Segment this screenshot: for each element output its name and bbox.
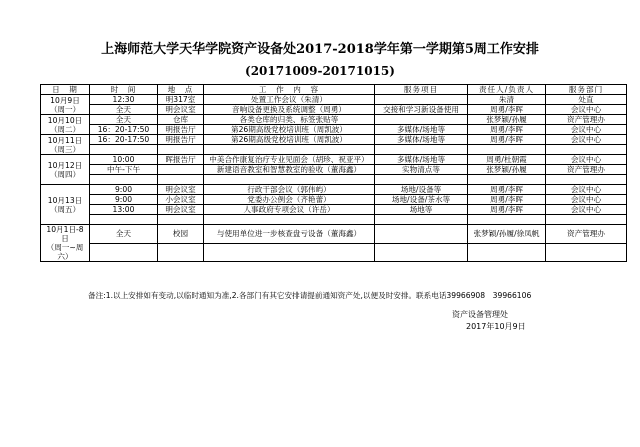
time-cell: 9:00: [90, 195, 158, 205]
header-dept: 服务部门: [546, 85, 627, 95]
blank-cell: [158, 145, 204, 155]
header-date: 日 期: [41, 85, 90, 95]
date-cell: [41, 135, 90, 155]
blank-cell: [468, 215, 546, 225]
blank-cell: [375, 215, 468, 225]
blank-cell: [158, 243, 204, 262]
dept-cell: 会议中心: [546, 195, 627, 205]
table-row: [41, 205, 627, 215]
service-cell: 多媒体/场地等: [375, 135, 468, 145]
date-label: 10月1日-8日: [46, 225, 84, 243]
dept-cell: 会议中心: [546, 205, 627, 215]
time-cell: 全天: [90, 225, 158, 244]
footnote: 备注:1.以上安排如有变动,以临时通知为准,2.各部门有其它安排请提前通知资产处,以便及时安排。联系电话39966908 39966106: [88, 291, 532, 300]
blank-cell: [204, 215, 375, 225]
header-person: 责任人/负责人: [468, 85, 546, 95]
time-cell: 中午-下午: [90, 165, 158, 175]
person-cell: 周勇/杜朝霞: [468, 155, 546, 165]
dept-cell: 资产管理办: [546, 115, 627, 125]
blank-cell: [546, 215, 627, 225]
header-service: 服务项目: [375, 85, 468, 95]
date-label: 10月12日: [47, 160, 83, 170]
dept-cell: 处直: [546, 95, 627, 105]
dept-cell: 会议中心: [546, 135, 627, 145]
blank-row: [41, 145, 627, 155]
header-place: 地 点: [158, 85, 204, 95]
weekday-label: （周一~周六）: [46, 243, 84, 261]
content-cell: 行政干部会议（郭伟屿）: [204, 185, 375, 195]
blank-row: [41, 175, 627, 185]
time-cell: 13:00: [90, 205, 158, 215]
content-cell: 中美合作康复治疗专业见面会（胡珍、祝亚平）: [204, 155, 375, 165]
place-cell: 小会议室: [158, 195, 204, 205]
content-cell: 第26期高级党校培训班（周凯波）: [204, 135, 375, 145]
time-cell: 全天: [90, 105, 158, 115]
weekday-label: （周一）: [49, 104, 81, 114]
service-cell: 交接和学习新设备使用: [375, 105, 468, 115]
time-cell: 16：20-17:50: [90, 135, 158, 145]
dept-cell: 资产管理办: [546, 165, 627, 175]
header-content: 工 作 内 容: [204, 85, 375, 95]
date-label: 10月10日: [47, 115, 83, 125]
person-cell: 周勇/李晖: [468, 105, 546, 115]
date-label: 10月11日: [47, 135, 83, 145]
date-cell: [41, 155, 90, 185]
person-cell: 周勇/李晖: [468, 205, 546, 215]
person-cell: 周勇/李晖: [468, 135, 546, 145]
person-cell: 周勇/李晖: [468, 185, 546, 195]
place-cell: 明报告厅: [158, 135, 204, 145]
place-cell: 明317室: [158, 95, 204, 105]
table-header-row: [41, 85, 627, 95]
blank-cell: [204, 145, 375, 155]
content-cell: 新建语音教室和智慧教室的验收（董海鑫）: [204, 165, 375, 175]
header-time: 时 间: [90, 85, 158, 95]
blank-row: [41, 215, 627, 225]
service-cell: 多媒体/场地等: [375, 155, 468, 165]
blank-cell: [375, 145, 468, 155]
blank-cell: [204, 243, 375, 262]
table-row: [41, 165, 627, 175]
dept-cell: 会议中心: [546, 155, 627, 165]
date-cell: [41, 95, 90, 115]
table-row: [41, 135, 627, 145]
place-cell: 晖报告厅: [158, 155, 204, 165]
blank-cell: [90, 215, 158, 225]
blank-cell: [158, 175, 204, 185]
time-cell: 10:00: [90, 155, 158, 165]
date-cell: [41, 225, 90, 262]
table-row: [41, 155, 627, 165]
service-cell: [375, 225, 468, 244]
table-row: [41, 105, 627, 115]
dept-cell: 会议中心: [546, 125, 627, 135]
dept-cell: 会议中心: [546, 185, 627, 195]
person-cell: 周勇/李晖: [468, 195, 546, 205]
blank-row: [41, 243, 627, 262]
place-cell: 明报告厅: [158, 125, 204, 135]
table-row: [41, 225, 627, 244]
blank-cell: [375, 175, 468, 185]
content-cell: 音响设备更换及系统调整（周勇）: [204, 105, 375, 115]
weekday-label: （周四）: [49, 169, 81, 179]
content-cell: 处置工作会议（朱清）: [204, 95, 375, 105]
blank-cell: [546, 243, 627, 262]
time-cell: 12:30: [90, 95, 158, 105]
place-cell: [158, 165, 204, 175]
blank-cell: [158, 215, 204, 225]
blank-cell: [546, 145, 627, 155]
time-cell: 全天: [90, 115, 158, 125]
schedule-body: [41, 95, 627, 262]
service-cell: 实物清点等: [375, 165, 468, 175]
blank-cell: [90, 145, 158, 155]
date-cell: [41, 115, 90, 135]
dept-cell: 会议中心: [546, 105, 627, 115]
weekday-label: （周三）: [49, 144, 81, 154]
place-cell: 明会议室: [158, 105, 204, 115]
dept-cell: 资产管理办: [546, 225, 627, 244]
place-cell: 校园: [158, 225, 204, 244]
table-row: [41, 125, 627, 135]
person-cell: 朱清: [468, 95, 546, 105]
service-cell: 场地/设备等: [375, 185, 468, 195]
content-cell: 各类仓库的归类、标签张贴等: [204, 115, 375, 125]
content-cell: 第26期高级党校培训班（周凯波）: [204, 125, 375, 135]
table-row: [41, 95, 627, 105]
schedule-table: [40, 84, 627, 262]
person-cell: 张梦颖/孙履: [468, 115, 546, 125]
table-row: [41, 115, 627, 125]
service-cell: 多媒体/场地等: [375, 125, 468, 135]
service-cell: 场地/设备/茶水等: [375, 195, 468, 205]
place-cell: 明会议室: [158, 205, 204, 215]
blank-cell: [375, 243, 468, 262]
signature-date: 2017年10月9日: [466, 322, 526, 331]
weekday-label: （周二）: [49, 124, 81, 134]
page-title: 上海师范大学天华学院资产设备处2017-2018学年第一学期第5周工作安排: [101, 42, 539, 57]
service-cell: 场地等: [375, 205, 468, 215]
blank-cell: [546, 175, 627, 185]
person-cell: 张梦颖/孙履: [468, 165, 546, 175]
content-cell: 人事政府专项会议（许岳）: [204, 205, 375, 215]
signature-office: 资产设备管理处: [452, 310, 508, 319]
blank-cell: [468, 243, 546, 262]
blank-cell: [468, 175, 546, 185]
content-cell: 与使用单位进一步核查盘亏设备（董海鑫）: [204, 225, 375, 244]
date-label: 10月9日: [50, 95, 80, 105]
content-cell: 党委办公例会（齐艳蕾）: [204, 195, 375, 205]
service-cell: [375, 115, 468, 125]
time-cell: 16：20-17:50: [90, 125, 158, 135]
blank-cell: [468, 145, 546, 155]
place-cell: 仓库: [158, 115, 204, 125]
person-cell: 张梦颖/孙履/徐凤帆: [468, 225, 546, 244]
date-label: 10月13日: [47, 195, 83, 205]
table-row: [41, 195, 627, 205]
time-cell: 9:00: [90, 185, 158, 195]
person-cell: 周勇/李晖: [468, 125, 546, 135]
place-cell: 明会议室: [158, 185, 204, 195]
blank-cell: [204, 175, 375, 185]
period-subtitle: (20171009-20171015): [245, 64, 395, 78]
service-cell: [375, 95, 468, 105]
weekday-label: （周五）: [49, 204, 81, 214]
table-row: [41, 185, 627, 195]
blank-cell: [90, 243, 158, 262]
date-cell: [41, 185, 90, 225]
blank-cell: [90, 175, 158, 185]
